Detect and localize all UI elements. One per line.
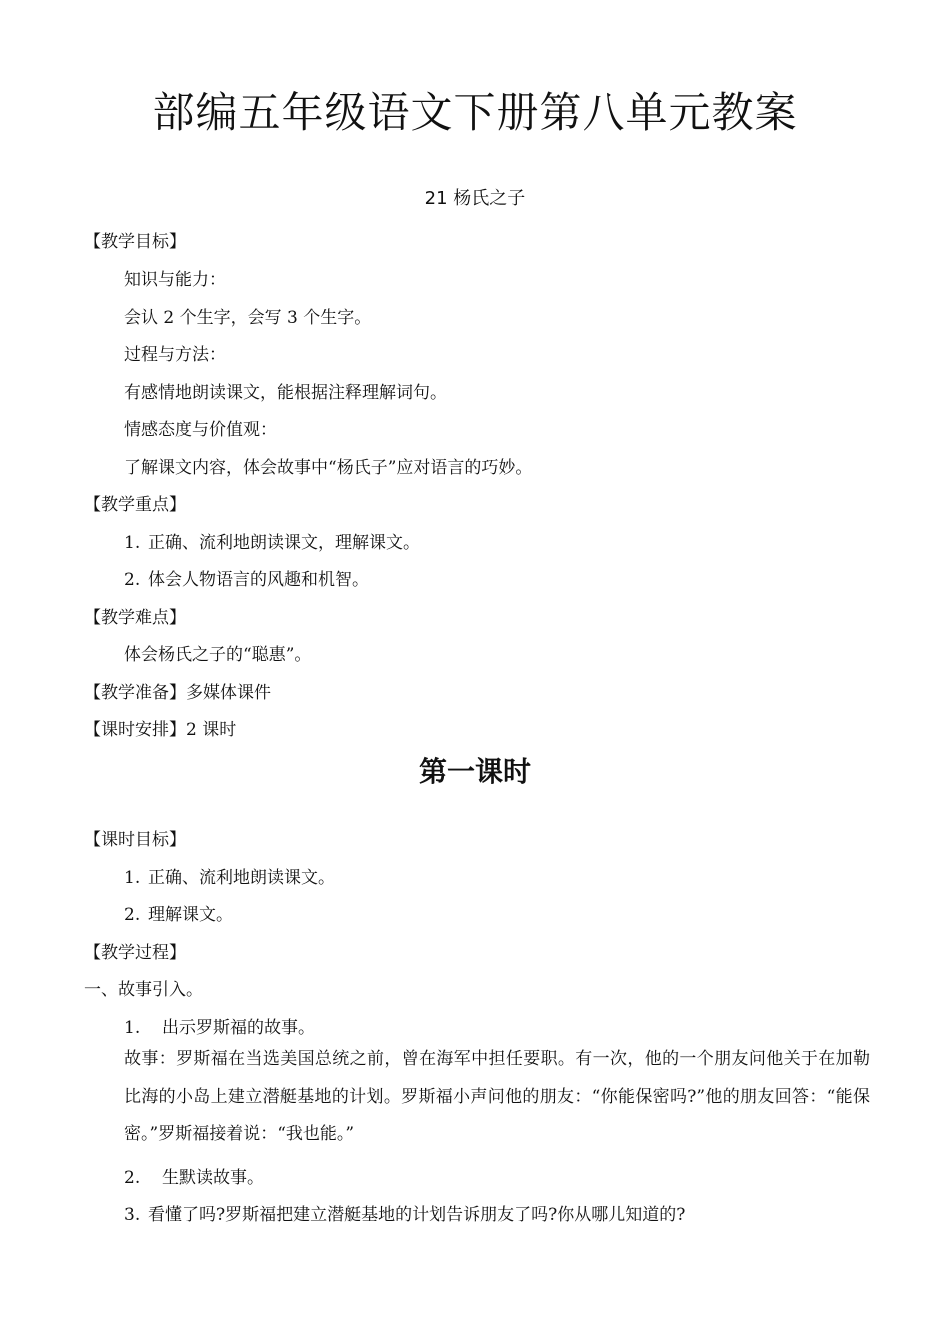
process-heading: 【教学过程】 xyxy=(84,943,186,963)
objective-line: 会认 2 个生字，会写 3 个生字。 xyxy=(124,308,372,328)
list-text: 正确、流利地朗读课文。 xyxy=(148,868,335,888)
key-point-item xyxy=(124,568,369,592)
list-text: 生默读故事。 xyxy=(162,1168,264,1188)
lesson-goal-item xyxy=(124,866,335,890)
key-point-item xyxy=(124,531,420,555)
list-text: 出示罗斯福的故事。 xyxy=(162,1018,315,1038)
list-number: 1. xyxy=(124,868,141,888)
difficulty-text: 体会杨氏之子的“聪惠”。 xyxy=(124,645,312,665)
preparation-text: 多媒体课件 xyxy=(186,683,271,703)
preparation-line xyxy=(84,681,271,705)
step-heading: 一、故事引入。 xyxy=(84,980,203,1000)
list-number: 1. xyxy=(124,533,141,553)
list-number: 2. xyxy=(124,905,141,925)
list-text: 看懂了吗?罗斯福把建立潜艇基地的计划告诉朋友了吗?你从哪儿知道的? xyxy=(148,1205,686,1225)
list-text: 理解课文。 xyxy=(148,905,233,925)
objective-line: 了解课文内容，体会故事中“杨氏子”应对语言的巧妙。 xyxy=(124,458,533,478)
lesson-goals-heading: 【课时目标】 xyxy=(84,830,186,850)
list-number: 2. xyxy=(124,1168,141,1188)
objective-line: 过程与方法： xyxy=(124,345,226,365)
difficulties-heading: 【教学难点】 xyxy=(84,608,186,628)
process-item xyxy=(124,1016,315,1040)
story-paragraph xyxy=(84,1041,870,1154)
story-text: 故事：罗斯福在当选美国总统之前，曾在海军中担任要职。有一次，他的一个朋友问他关于在加勒比海的小岛上建立潜艇基地的计划。罗斯福小声问他的朋友：“你能保密吗?”他的朋友回答：“能保密。”罗斯福接着说：“我也能。” xyxy=(124,1049,870,1144)
section-title: 第一课时 xyxy=(418,755,531,788)
process-item xyxy=(124,1166,264,1190)
schedule-text: 2 课时 xyxy=(186,720,237,740)
key-points-heading: 【教学重点】 xyxy=(84,495,186,515)
list-text: 正确、流利地朗读课文，理解课文。 xyxy=(148,533,420,553)
process-item xyxy=(124,1203,685,1227)
schedule-heading: 【课时安排】 xyxy=(84,720,186,740)
objective-line: 有感情地朗读课文，能根据注释理解词句。 xyxy=(124,383,447,403)
objective-line: 知识与能力： xyxy=(124,270,226,290)
objectives-heading: 【教学目标】 xyxy=(84,232,186,252)
list-number: 2. xyxy=(124,570,141,590)
list-number: 1. xyxy=(124,1018,141,1038)
lesson-goal-item xyxy=(124,903,233,927)
preparation-heading: 【教学准备】 xyxy=(84,683,186,703)
objective-line: 情感态度与价值观： xyxy=(124,420,277,440)
list-text: 体会人物语言的风趣和机智。 xyxy=(148,570,369,590)
document-title: 部编五年级语文下册第八单元教案 xyxy=(152,88,798,137)
list-number: 3. xyxy=(124,1205,141,1225)
schedule-line xyxy=(84,718,236,742)
lesson-subtitle: 21 杨氏之子 xyxy=(424,188,526,209)
